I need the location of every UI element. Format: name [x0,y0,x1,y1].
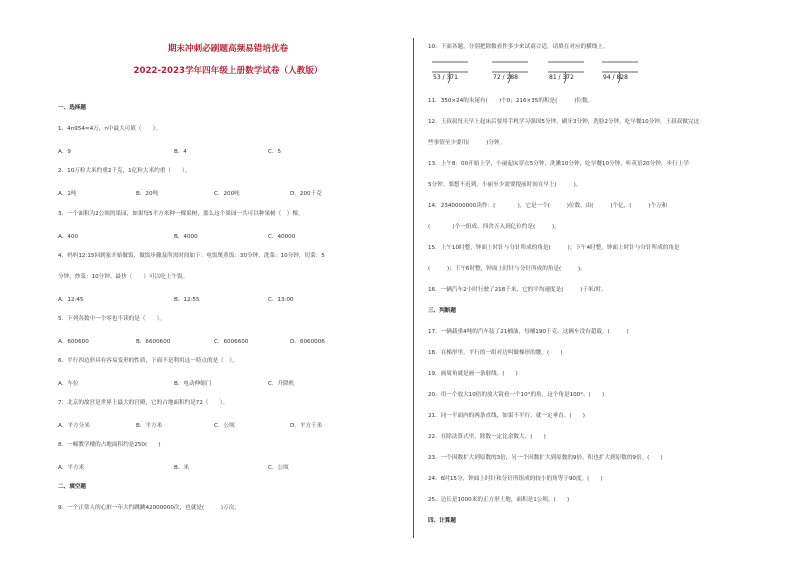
option-b: B．米 [174,465,190,471]
option-c: C．6006600 [214,339,249,345]
question-22: 22．在除法算式里，除数一定比余数大。( ) [428,434,546,440]
exam-subtitle: 2022-2023学年四年级上册数学试卷（人教版） [133,66,323,76]
option-a: A．车位 [58,381,79,387]
option-d: D．6060006 [290,339,325,345]
question-16: 16．一辆汽车2小时行驶了218千米，它的平均速度是( )千米/时。 [428,287,607,293]
column-divider [413,38,414,538]
question-13-line-2: 5分钟。要想不迟到，小丽至少需要提前时间在早上( )。 [428,182,582,188]
option-b: B．4000 [174,234,198,240]
division-problem [430,58,470,86]
section-calculation: 四、计算题 [428,518,456,524]
exam-title: 期末冲刺必刷题高频易错培优卷 [167,44,289,54]
option-a: A．2吨 [58,191,77,197]
question-6: 6．平行四边形具有容易变形的性质，下面不是利用这一特点的是（ ）。 [58,358,238,364]
question-5: 5．下列各数中一个零也不读的是（ ）。 [58,316,166,322]
option-c: C．40000 [268,234,296,240]
option-a: A．平方分米 [58,423,90,429]
division-expression: 94 / 828 [603,74,628,81]
question-12-line-2: 些事情至少要用( )分钟。 [428,140,506,146]
option-b: B．电动伸缩门 [174,381,212,387]
division-bracket-icon [490,58,530,86]
division-expression: 53 / 371 [433,74,458,81]
option-b: B．6600600 [136,339,171,345]
option-d: D．平方千米 [290,423,323,429]
question-12-line-1: 12．王叔叔每天早上起床后要用手机学习强国5分钟，刷牙3分钟，洗脸2分钟，吃早餐10分钟。王叔叔做完这 [428,119,700,125]
option-c: C．升降机 [268,381,295,387]
division-bracket-icon [430,58,470,86]
option-b: B．平方米 [136,423,163,429]
question-13-line-1: 13．上午8：00开始上学，小丽起床穿衣5分钟，洗漱10分钟，吃早餐10分钟，听英语20分钟，步行上学 [428,161,689,167]
option-c: C．13:00 [268,297,294,303]
division-expression: 72 / 288 [493,74,518,81]
option-d: D．200千克 [290,191,322,197]
question-3: 3．一个面积为2公顷的果园，如果每5平方米种一棵果树，那么这个果园一共可以种果树（ ）棵。 [58,211,304,217]
section-fill-in: 二、填空题 [58,484,86,490]
option-c: C．200吨 [214,191,240,197]
question-2: 2．10万粒大米约重2千克，1亿粒大米约重（ ）。 [58,168,191,174]
question-21: 21．同一平面内的两条直线，如果不平行，就一定垂直。( ) [428,413,585,419]
question-20: 20．用一个放大10倍的放大镜看一个10°的角，这个角是100°。( ) [428,392,605,398]
question-17: 17．一辆载重4吨的汽车装了21桶油，每桶190千克。这辆车没有超载。( ) [428,329,629,335]
option-a: A．400 [58,234,79,240]
option-b: B．4 [174,149,187,155]
option-c: C．公顷 [214,423,235,429]
question-11: 11．350×24的末尾有( )个0；216×35的积是( )位数。 [428,98,594,104]
question-1: 1．4n954≈4万，n中最大可填（ ）。 [58,126,162,132]
option-a: A．平方米 [58,465,85,471]
option-a: A．12:45 [58,297,84,303]
question-23: 23．一个因数扩大到原数的3倍，另一个因数扩大到原数的9倍，积也扩大到原数的9倍。( ) [428,455,663,461]
question-4-line-2: 分钟，炒菜：10分钟。最快（ ）可以吃上午饭。 [58,274,189,280]
question-15-line-1: 15．上午10时整，钟面上时针与分针所成的角是( )；下午4时整，钟面上时针与分针所成的角是 [428,245,680,251]
question-8: 8．一幢教学楼的占地面积约是250( ) [58,442,161,448]
division-problems [428,58,778,86]
section-choice: 一、选择题 [58,105,86,111]
division-problem [490,58,530,86]
option-b: B．12:55 [174,297,200,303]
question-7: 7．北京的故宫是世界上最大的宫殿，它的占地面积约是72（ ）。 [58,400,229,406]
question-4-line-1: 4．妈妈12:15回到家开始做饭，做饭步骤及所需时间如下：电饭煲煮饭：30分钟，洗菜：10分钟，切菜：5 [58,253,325,259]
question-9: 9．一个正常人的心脏一年大约跳跳42000000次，也就是( )万次。 [58,505,240,511]
option-a: A．9 [58,149,71,155]
question-15-line-2: ( )；下午6时整，钟面上时针与分针所成的角是( )。 [428,266,586,272]
division-bracket-icon [546,58,586,86]
question-19: 19．画周角就是画一条射线。( ) [428,371,518,377]
question-25: 25．边长是1000米的正方形土地，面积是1公顷。( ) [428,497,570,503]
option-c: C．5 [268,149,282,155]
division-problem [600,58,640,86]
question-14-line-2: ( )个一组成，四舍五入到亿位约是( )。 [428,224,560,230]
division-problem [546,58,586,86]
question-14-line-1: 14．2340000000读作：( )，它是一个( )位数，由( )个亿，( )个万和 [428,203,668,209]
division-expression: 81 / 372 [549,74,574,81]
option-b: B．20吨 [136,191,159,197]
option-c: C．公顷 [268,465,289,471]
section-true-false: 三、判断题 [428,308,456,314]
question-10: 10．下面各题，分别把除数看作多少来试商合适，请填在对应的横线上。 [428,44,609,50]
option-a: A．600600 [58,339,89,345]
question-24: 24．6时15分，钟面上时针和分针所组成的较小的角等于90度。( ) [428,476,603,482]
division-bracket-icon [600,58,640,86]
question-18: 18．在梯形里，平行的一组对边叫做梯形的腰。( ) [428,350,563,356]
